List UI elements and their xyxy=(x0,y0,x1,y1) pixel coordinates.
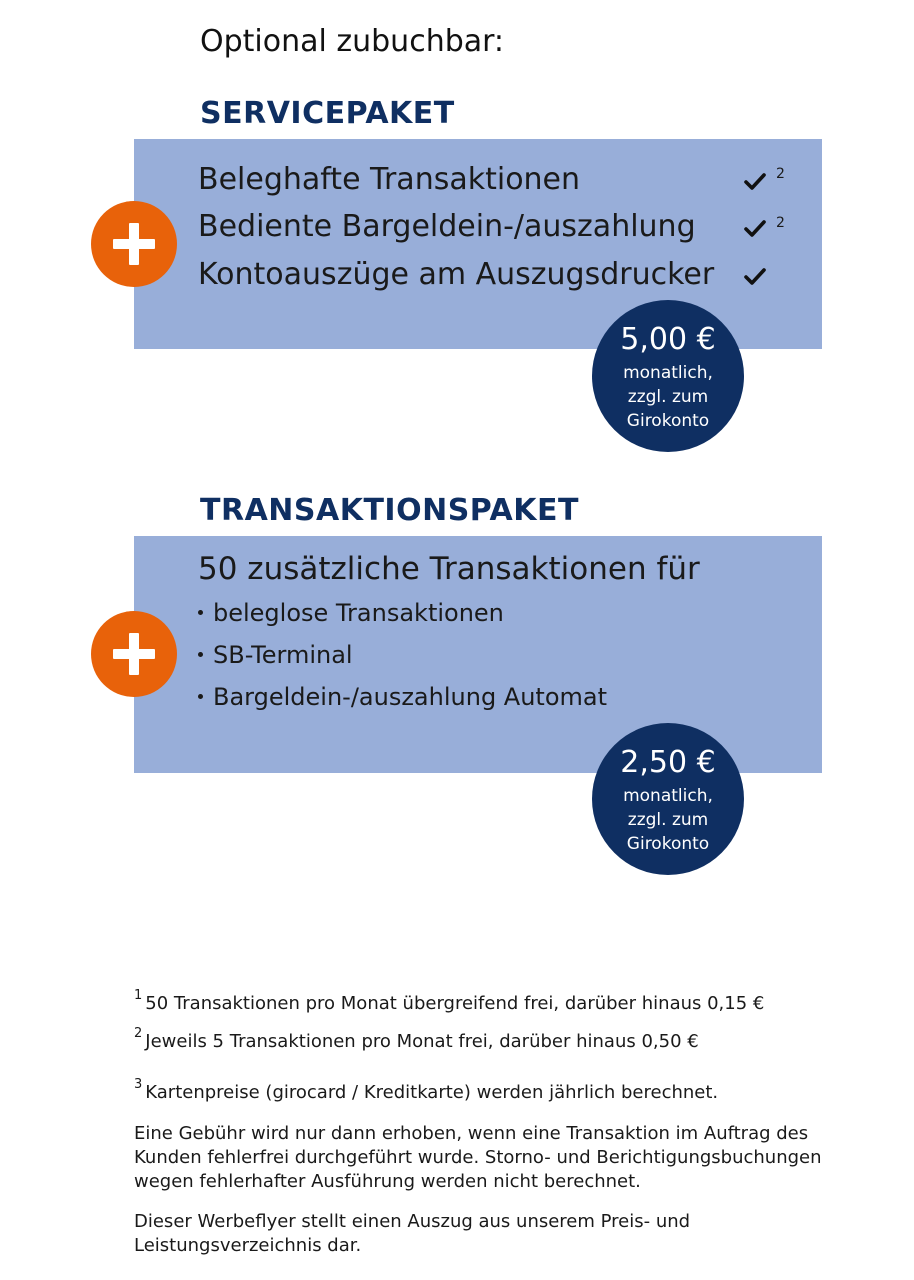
feature-beleghafte-transaktionen: Beleghafte Transaktionen xyxy=(198,162,581,197)
footnote-1 xyxy=(134,988,765,1014)
bullet-label: beleglose Transaktionen xyxy=(213,599,504,627)
check-icon xyxy=(744,266,766,288)
bullet-item xyxy=(198,641,353,669)
price-amount: 2,50 € xyxy=(620,745,716,780)
transaktionspaket-heading: TRANSAKTIONSPAKET xyxy=(200,493,579,528)
footnote-ref: 2 xyxy=(776,215,785,231)
bullet-label: Bargeldein-/auszahlung Automat xyxy=(213,683,608,711)
footnote-number: 1 xyxy=(134,988,143,1003)
footnote-text: 50 Transaktionen pro Monat übergreifend frei, darüber hinaus 0,15 € xyxy=(145,993,765,1014)
price-line: monatlich, xyxy=(623,786,713,806)
bullet-dot xyxy=(198,610,203,615)
footnote-text: Jeweils 5 Transaktionen pro Monat frei, darüber hinaus 0,50 € xyxy=(145,1031,699,1052)
bullet-label: SB-Terminal xyxy=(213,641,353,669)
price-line: Girokonto xyxy=(626,411,710,431)
price-line: zzgl. zum xyxy=(627,387,709,407)
transaktionspaket-title: 50 zusätzliche Transaktionen für xyxy=(198,551,700,587)
check-icon xyxy=(744,171,766,193)
feature-kontoauszuege: Kontoauszüge am Auszugsdrucker xyxy=(198,257,715,292)
price-line: Girokonto xyxy=(626,834,710,854)
price-line: zzgl. zum xyxy=(627,810,709,830)
footnote-text: Kartenpreise (girocard / Kreditkarte) werden jährlich berechnet. xyxy=(145,1082,719,1103)
footnote-number: 3 xyxy=(134,1077,143,1092)
bullet-dot xyxy=(198,652,203,657)
bullet-item xyxy=(198,599,504,627)
bullet-item xyxy=(198,683,607,711)
transaktionspaket-price-badge xyxy=(592,723,744,875)
footnote-3 xyxy=(134,1077,719,1103)
bullet-dot xyxy=(198,694,203,699)
plus-icon xyxy=(91,201,177,287)
footnote-ref: 2 xyxy=(776,166,785,182)
fee-paragraph: Eine Gebühr wird nur dann erhoben, wenn eine Transaktion im Auftrag des Kunden fehlerfrei durchgeführt wurde. Storno- und Berichtigungsbuchungen wegen fehlerhafter Ausführung werden nicht berechnet. xyxy=(134,1123,822,1192)
check-icon xyxy=(744,218,766,240)
servicepaket-heading: SERVICEPAKET xyxy=(200,96,455,131)
price-line: monatlich, xyxy=(623,363,713,383)
plus-icon xyxy=(91,611,177,697)
footnote-2 xyxy=(134,1026,699,1052)
price-amount: 5,00 € xyxy=(620,322,716,357)
servicepaket-price-badge xyxy=(592,300,744,452)
footnote-number: 2 xyxy=(134,1026,143,1041)
flyer-disclaimer: Dieser Werbeflyer stellt einen Auszug aus unserem Preis- und Leistungsverzeichnis dar. xyxy=(134,1211,691,1256)
feature-bediente-bargeldein: Bediente Bargeldein-/auszahlung xyxy=(198,209,696,244)
intro-heading: Optional zubuchbar: xyxy=(200,24,505,59)
